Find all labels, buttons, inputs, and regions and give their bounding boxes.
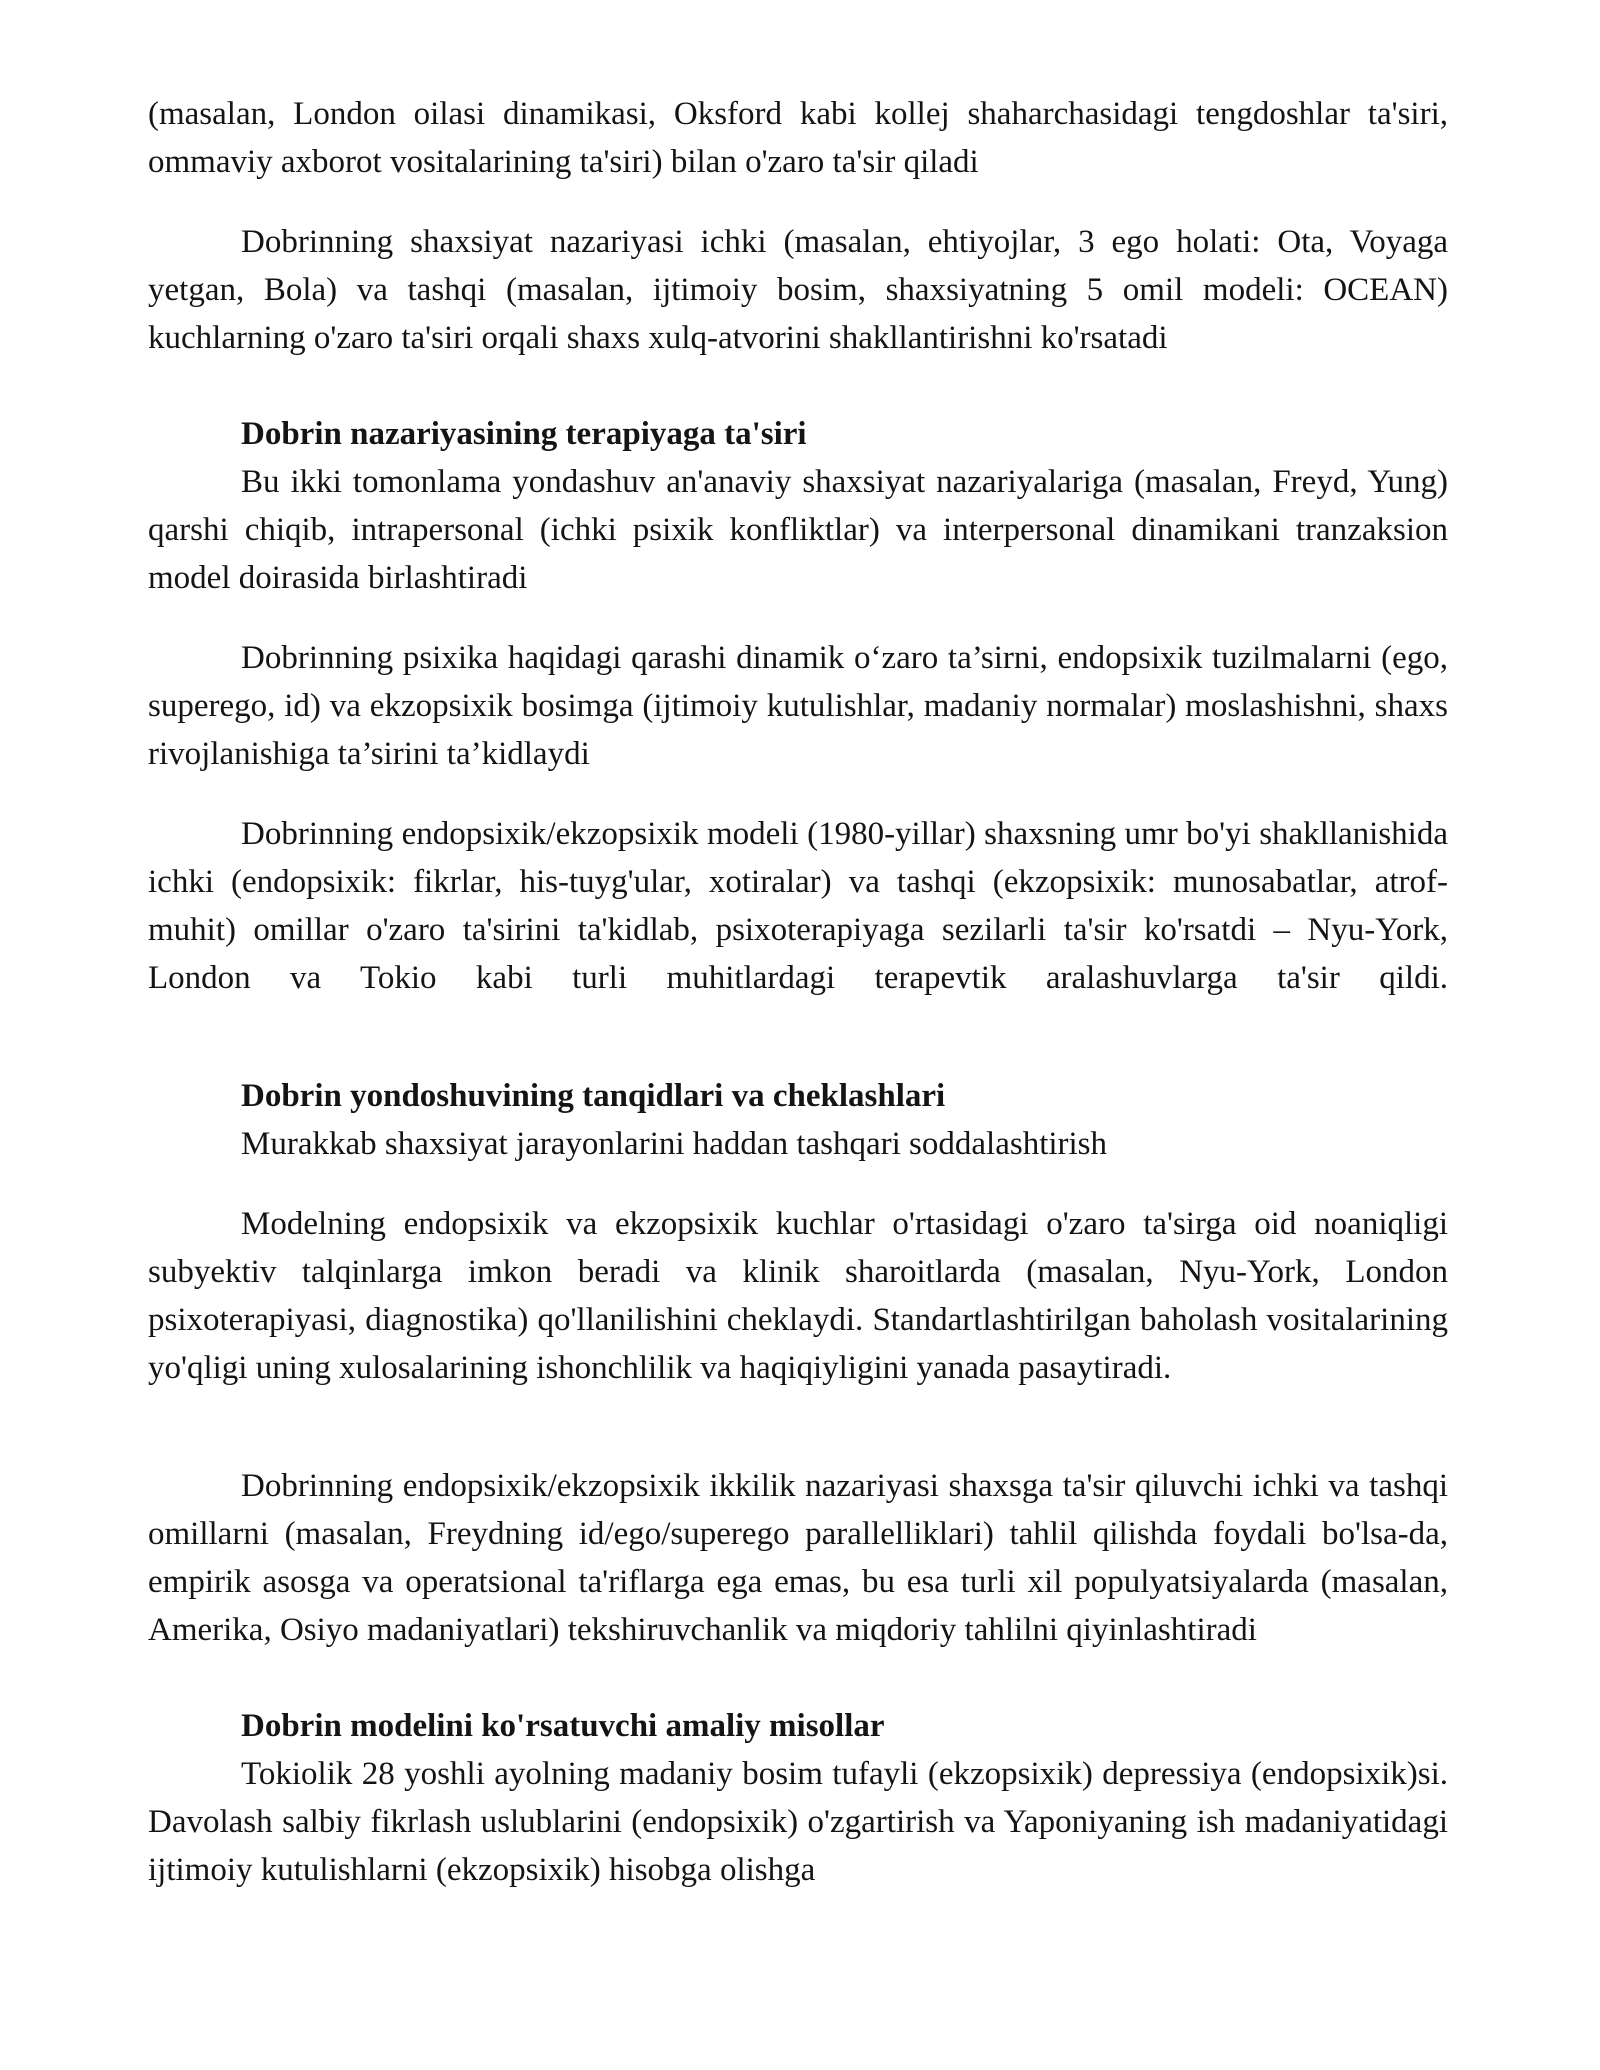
section-heading-therapy: Dobrin nazariyasining terapiyaga ta'siri	[241, 416, 807, 452]
section-heading-examples: Dobrin modelini ko'rsatuvchi amaliy misollar	[241, 1708, 885, 1744]
paragraph-7: Modelning endopsixik va ekzopsixik kuchlar o'rtasidagi o'zaro ta'sirga oid noaniqligi subyektiv talqinlarga imkon beradi va klinik sharoitlarda (masalan, Nyu-York, London psixoterapiyasi, diagnostika) qo'llanilishini cheklaydi. Standartlashtirilgan baholash vositalarining yo'qligi uning xulosalarining ishonchlilik va haqiqiyligini yanada pasaytiradi.	[148, 1206, 1448, 1386]
paragraph-8: Dobrinning endopsixik/ekzopsixik ikkilik nazariyasi shaxsga ta'sir qiluvchi ichki va tashqi omillarni (masalan, Freydning id/ego/superego parallelliklari) tahlil qilishda foydali bo'lsa-da, empirik asosga va operatsional ta'riflarga ega emas, bu esa turli xil populyatsiyalarda (masalan, Amerika, Osiyo madaniyatlari) tekshiruvchanlik va miqdoriy tahlilni qiyinlashtiradi	[148, 1468, 1448, 1648]
paragraph-6: Murakkab shaxsiyat jarayonlarini haddan tashqari soddalashtirish	[241, 1126, 1108, 1162]
paragraph-3: Bu ikki tomonlama yondashuv an'anaviy shaxsiyat nazariyalariga (masalan, Freyd, Yung) qarshi chiqib, intrapersonal (ichki psixik konfliktlar) va interpersonal dinamikani tranzaksion model doirasida birlashtiradi	[148, 464, 1448, 596]
section-heading-critique: Dobrin yondoshuvining tanqidlari va cheklashlari	[241, 1078, 946, 1114]
paragraph-1: (masalan, London oilasi dinamikasi, Oksford kabi kollej shaharchasidagi tengdoshlar ta'siri, ommaviy axborot vositalarining ta'siri) bilan o'zaro ta'sir qiladi	[148, 96, 1448, 180]
paragraph-9: Tokiolik 28 yoshli ayolning madaniy bosim tufayli (ekzopsixik) depressiya (endopsixik)si. Davolash salbiy fikrlash uslublarini (endopsixik) o'zgartirish va Yaponiyaning ish madaniyatidagi ijtimoiy kutulishlarni (ekzopsixik) hisobga olishga	[148, 1756, 1448, 1888]
paragraph-4: Dobrinning psixika haqidagi qarashi dinamik o‘zaro ta’sirni, endopsixik tuzilmalarni (ego, superego, id) va ekzopsixik bosimga (ijtimoiy kutulishlar, madaniy normalar) moslashishni, shaxs rivojlanishiga ta’sirini ta’kidlaydi	[148, 640, 1448, 772]
paragraph-2: Dobrinning shaxsiyat nazariyasi ichki (masalan, ehtiyojlar, 3 ego holati: Ota, Voyaga yetgan, Bola) va tashqi (masalan, ijtimoiy bosim, shaxsiyatning 5 omil modeli: OCEAN) kuchlarning o'zaro ta'siri orqali shaxs xulq-atvorini shakllantirishni ko'rsatadi	[148, 224, 1448, 356]
document-page	[148, 90, 1448, 1894]
paragraph-5: Dobrinning endopsixik/ekzopsixik modeli (1980-yillar) shaxsning umr bo'yi shakllanishida ichki (endopsixik: fikrlar, his-tuyg'ular, xotiralar) va tashqi (ekzopsixik: munosabatlar, atrof-muhit) omillar o'zaro ta'sirini ta'kidlab, psixoterapiyaga sezilarli ta'sir ko'rsatdi – Nyu-York, London va Tokio kabi turli muhitlardagi terapevtik aralashuvlarga ta'sir qildi.	[148, 816, 1448, 996]
